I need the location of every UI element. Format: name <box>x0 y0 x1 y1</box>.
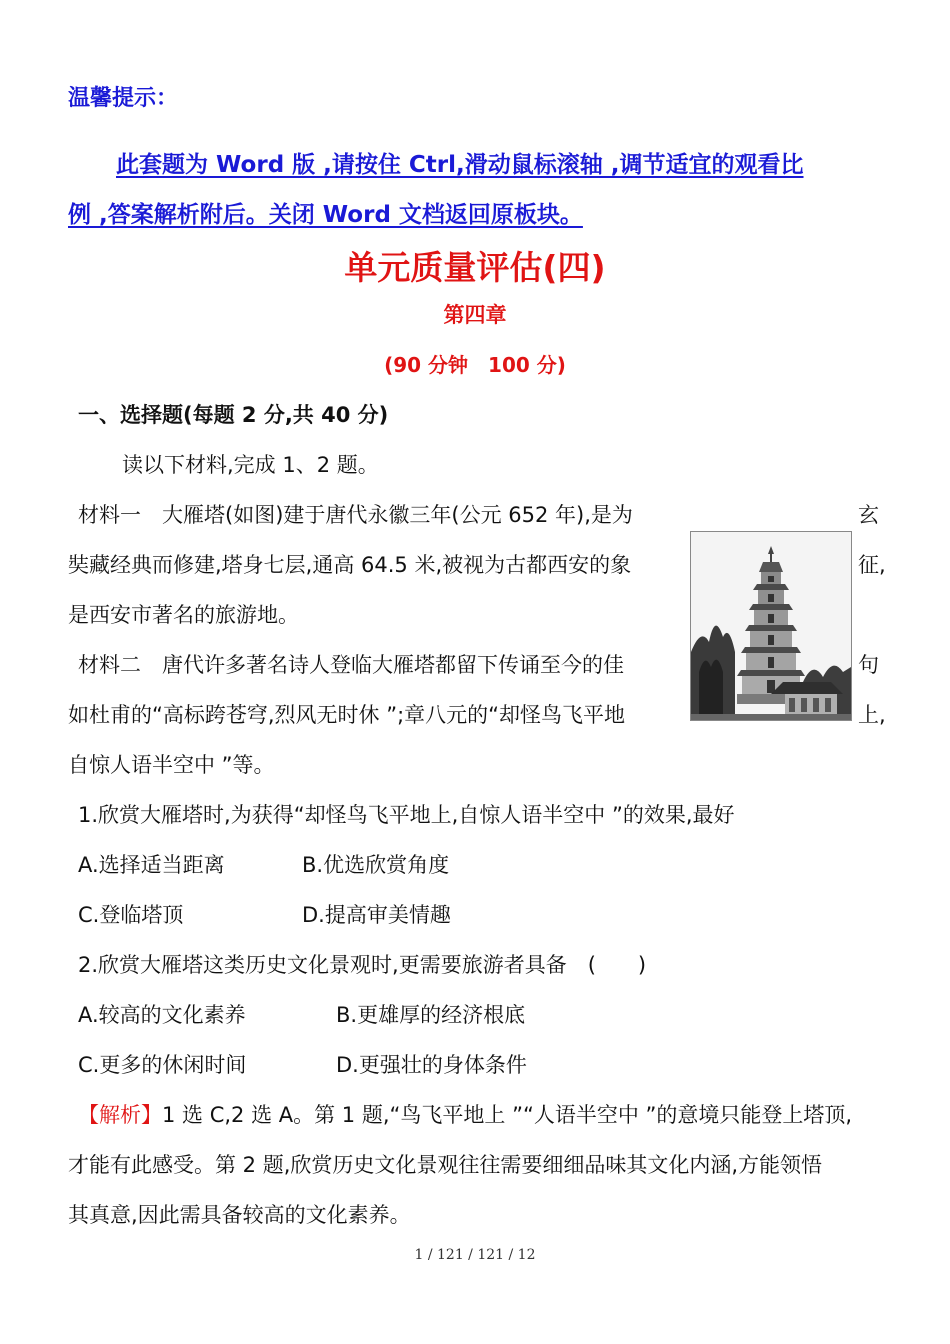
time-score: (90 分钟 100 分) <box>384 353 566 377</box>
q2-stem: 2.欣赏大雁塔这类历史文化景观时,更需要旅游者具备 ( ) <box>78 953 647 977</box>
analysis-line-3: 其真意,因此需具备较高的文化素养。 <box>68 1203 411 1227</box>
material-1-line-2: 奘藏经典而修建,塔身七层,通高 64.5 米,被视为古都西安的象 <box>68 553 632 577</box>
q2-option-a: A.较高的文化素养 <box>78 1003 246 1027</box>
analysis-line-2: 才能有此感受。第 2 题,欣赏历史文化景观往往需要细细品味其文化内涵,方能领悟 <box>68 1153 823 1177</box>
material-2-line-2-tail: 上, <box>858 703 886 727</box>
section-heading: 一、选择题(每题 2 分,共 40 分) <box>78 403 389 427</box>
q2-option-b: B.更雄厚的经济根底 <box>336 1003 526 1027</box>
analysis-label: 【解析】 <box>78 1103 162 1127</box>
material-2-line-2: 如杜甫的“高标跨苍穹,烈风无时休 ”;章八元的“却怪鸟飞平地 <box>68 703 626 727</box>
section-intro: 读以下材料,完成 1、2 题。 <box>122 453 379 477</box>
page-title: 单元质量评估(四) <box>344 248 606 287</box>
q2-option-d: D.更强壮的身体条件 <box>336 1053 527 1077</box>
material-1-line-1: 材料一 大雁塔(如图)建于唐代永徽三年(公元 652 年),是为 <box>78 503 633 527</box>
page-number: 1 / 121 / 121 / 12 <box>414 1247 536 1263</box>
material-1-line-2-tail: 征, <box>858 553 886 577</box>
tip-line-2: 例 ,答案解析附后。关闭 Word 文档返回原板块。 <box>68 202 583 228</box>
analysis-line-1 <box>78 1100 852 1130</box>
tip-title: 温馨提示： <box>68 86 179 111</box>
material-2-line-1-tail: 句 <box>858 653 879 677</box>
q1-option-d: D.提高审美情趣 <box>302 903 451 927</box>
q1-stem: 1.欣赏大雁塔时,为获得“却怪鸟飞平地上,自惊人语半空中 ”的效果,最好 <box>78 803 735 827</box>
pagoda-illustration <box>691 532 851 720</box>
q1-option-c: C.登临塔顶 <box>78 903 184 927</box>
material-1-line-1-tail: 玄 <box>858 503 879 527</box>
tip-line-1: 此套题为 Word 版 ,请按住 Ctrl,滑动鼠标滚轴 ,调节适宜的观看比 <box>116 152 804 178</box>
q1-option-a: A.选择适当距离 <box>78 853 225 877</box>
pagoda-photo <box>690 531 852 721</box>
q1-option-b: B.优选欣赏角度 <box>302 853 450 877</box>
material-1-line-3: 是西安市著名的旅游地。 <box>68 603 299 627</box>
q2-option-c: C.更多的休闲时间 <box>78 1053 247 1077</box>
material-2-line-1: 材料二 唐代许多著名诗人登临大雁塔都留下传诵至今的佳 <box>78 653 624 677</box>
analysis-text-1: 1 选 C,2 选 A。第 1 题,“鸟飞平地上 ”“人语半空中 ”的意境只能登上塔顶, <box>162 1103 853 1127</box>
material-2-line-3: 自惊人语半空中 ”等。 <box>68 753 275 777</box>
chapter-subtitle: 第四章 <box>443 303 507 327</box>
